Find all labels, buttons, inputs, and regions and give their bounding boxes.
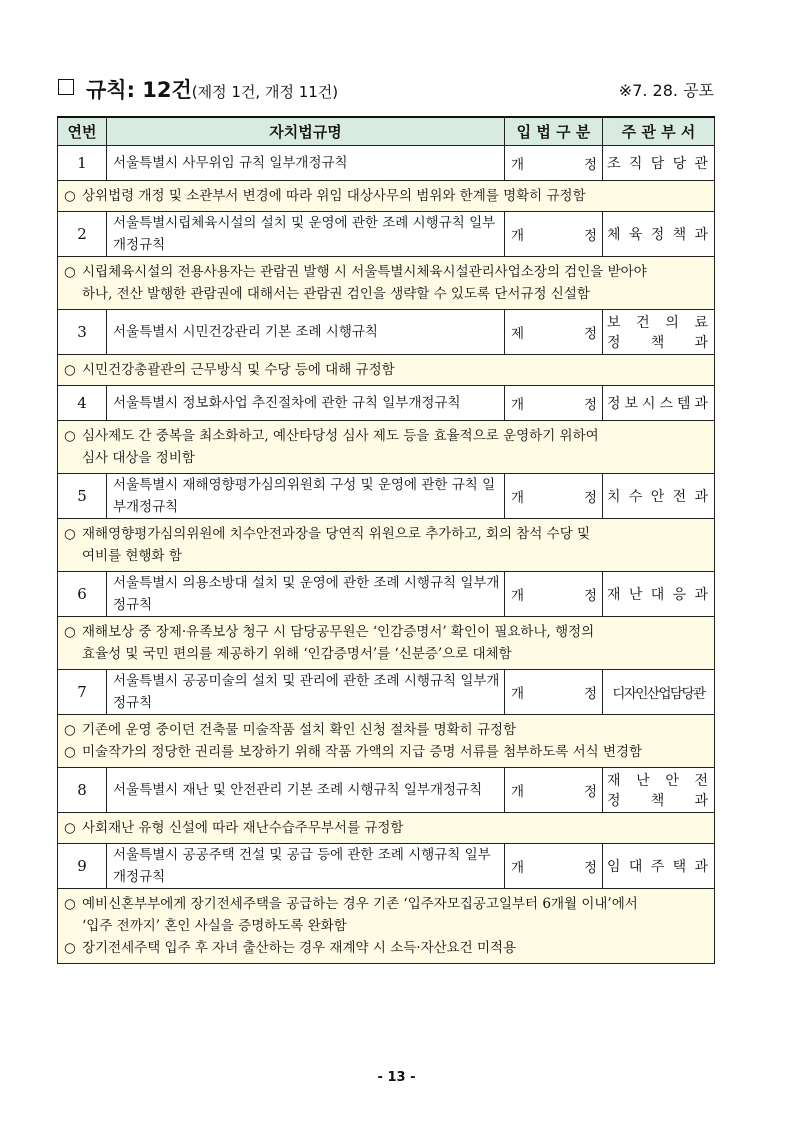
title-sub: (제정 1건, 개정 11건) bbox=[191, 83, 339, 101]
row-number: 8 bbox=[58, 768, 107, 813]
summary-row bbox=[58, 421, 715, 474]
dept-char: 임 bbox=[607, 859, 623, 875]
summary-item bbox=[64, 893, 710, 915]
regulation-name: 서울특별시 공공미술의 설치 및 관리에 관한 조례 시행규칙 일부개정규칙 bbox=[107, 670, 505, 715]
regulation-name: 서울특별시 재해영향평가심의위원회 구성 및 운영에 관한 규칙 일부개정규칙 bbox=[107, 474, 505, 519]
regulation-name: 서울특별시 재난 및 안전관리 기본 조례 시행규칙 일부개정규칙 bbox=[107, 768, 505, 813]
summary-text: 심사제도 간 중복을 최소화하고, 예산타당성 심사 제도 등을 효율적으로 운영하기 위하여 bbox=[82, 428, 599, 444]
type-char: 개 bbox=[511, 686, 525, 702]
type-char: 개 bbox=[511, 157, 525, 173]
type-char: 개 bbox=[511, 784, 525, 800]
type-char: 정 bbox=[583, 860, 597, 876]
dept-char: 치 bbox=[607, 489, 623, 505]
circle-bullet-icon: ○ bbox=[64, 820, 76, 836]
row-number: 5 bbox=[58, 474, 107, 519]
type-char: 정 bbox=[583, 157, 597, 173]
summary-cell bbox=[58, 519, 715, 572]
dept-char: 과 bbox=[694, 859, 710, 875]
dept-char: 대 bbox=[650, 587, 667, 603]
summary-cell bbox=[58, 715, 715, 768]
type-char: 개 bbox=[511, 490, 525, 506]
dept-char: 책 bbox=[672, 227, 689, 243]
dept-line bbox=[607, 312, 710, 332]
dept-char: 보 bbox=[607, 315, 623, 331]
dept-char: 료 bbox=[694, 315, 710, 331]
table-row bbox=[58, 386, 715, 421]
dept-char: 책 bbox=[650, 793, 667, 809]
regulation-name: 서울특별시 공공주택 건설 및 공급 등에 관한 조례 시행규칙 일부개정규칙 bbox=[107, 844, 505, 889]
summary-cell bbox=[58, 813, 715, 844]
regulation-name: 서울특별시 사무위임 규칙 일부개정규칙 bbox=[107, 146, 505, 181]
dept-char: 조 bbox=[607, 156, 623, 172]
summary-row bbox=[58, 519, 715, 572]
dept-line bbox=[607, 856, 710, 876]
circle-bullet-icon: ○ bbox=[64, 940, 76, 956]
summary-text: 장기전세주택 입주 후 자녀 출산하는 경우 재계약 시 소득·자산요건 미적용 bbox=[82, 940, 517, 956]
summary-row bbox=[58, 355, 715, 386]
table-row bbox=[58, 844, 715, 889]
summary-text: 재해보상 중 장제·유족보상 청구 시 담당공무원은 ‘인감증명서’ 확인이 필요하나, 행정의 bbox=[82, 624, 595, 640]
row-number: 2 bbox=[58, 212, 107, 257]
summary-item bbox=[64, 719, 710, 741]
row-number: 9 bbox=[58, 844, 107, 889]
dept-char: 관 bbox=[694, 156, 710, 172]
legislation-type bbox=[505, 572, 603, 617]
circle-bullet-icon: ○ bbox=[64, 896, 76, 912]
summary-text: 기존에 운영 중이던 건축물 미술작품 설치 확인 신청 절차를 명확히 규정함 bbox=[82, 722, 517, 738]
summary-item bbox=[64, 621, 710, 643]
summary-item bbox=[64, 817, 710, 839]
table-row bbox=[58, 212, 715, 257]
row-number: 4 bbox=[58, 386, 107, 421]
regulation-name: 서울특별시 정보화사업 추진절차에 관한 규칙 일부개정규칙 bbox=[107, 386, 505, 421]
dept-char: 과 bbox=[694, 489, 710, 505]
dept-char: 당 bbox=[672, 156, 689, 172]
rules-table bbox=[57, 116, 715, 964]
summary-item bbox=[64, 261, 710, 283]
legislation-type bbox=[505, 474, 603, 519]
summary-text: 여비를 현행화 함 bbox=[82, 548, 182, 564]
dept-char: 스 bbox=[659, 396, 675, 412]
type-char: 정 bbox=[583, 228, 597, 244]
checkbox-square-icon bbox=[58, 79, 74, 95]
summary-text: 미술작가의 정당한 권리를 보장하기 위해 작품 가액의 지급 증명 서류를 첨부하도록 서식 변경함 bbox=[82, 744, 643, 760]
circle-bullet-icon: ○ bbox=[64, 744, 76, 760]
dept-char: 정 bbox=[607, 396, 623, 412]
table-row bbox=[58, 670, 715, 715]
title-text bbox=[86, 74, 338, 104]
department bbox=[603, 768, 715, 813]
row-number: 3 bbox=[58, 310, 107, 355]
table-row bbox=[58, 310, 715, 355]
summary-text: 재해영향평가심의위원에 치수안전과장을 당연직 위원으로 추가하고, 회의 참석 수당 및 bbox=[82, 526, 591, 542]
department bbox=[603, 212, 715, 257]
dept-char: 정 bbox=[607, 335, 623, 351]
summary-cell bbox=[58, 889, 715, 964]
type-char: 정 bbox=[583, 686, 597, 702]
circle-bullet-icon: ○ bbox=[64, 362, 76, 378]
department bbox=[603, 474, 715, 519]
summary-row bbox=[58, 617, 715, 670]
dept-char: 전 bbox=[672, 489, 689, 505]
summary-item bbox=[64, 359, 710, 381]
col-header-name: 자치법규명 bbox=[107, 117, 505, 146]
summary-row bbox=[58, 813, 715, 844]
summary-text: 시민건강총괄관의 근무방식 및 수당 등에 대해 규정함 bbox=[82, 362, 395, 378]
regulation-name: 서울특별시 의용소방대 설치 및 운영에 관한 조례 시행규칙 일부개정규칙 bbox=[107, 572, 505, 617]
dept-char: 난 bbox=[636, 773, 652, 789]
dept-char: 안 bbox=[665, 773, 681, 789]
dept-line bbox=[607, 770, 710, 790]
dept-char: 템 bbox=[676, 396, 693, 412]
summary-text: 상위법령 개정 및 소관부서 변경에 따라 위임 대상사무의 범위와 한계를 명확히 규정함 bbox=[82, 188, 586, 204]
legislation-type bbox=[505, 768, 603, 813]
type-char: 개 bbox=[511, 588, 525, 604]
summary-cell bbox=[58, 355, 715, 386]
department bbox=[603, 386, 715, 421]
table-row bbox=[58, 768, 715, 813]
dept-char: 안 bbox=[650, 489, 667, 505]
col-header-dept: 주 관 부 서 bbox=[603, 117, 715, 146]
dept-line bbox=[607, 584, 710, 604]
summary-cell bbox=[58, 181, 715, 212]
dept-char: 과 bbox=[694, 587, 710, 603]
legislation-type bbox=[505, 310, 603, 355]
promulgation-date: ※7. 28. 공포 bbox=[618, 81, 714, 100]
dept-char: 직 bbox=[628, 156, 645, 172]
summary-text: 하나, 전산 발행한 관람권에 대해서는 관람권 검인을 생략할 수 있도록 단서규정 신설함 bbox=[82, 286, 590, 302]
summary-text: 효율성 및 국민 편의를 제공하기 위해 ‘인감증명서’를 ‘신분증’으로 대체함 bbox=[82, 646, 512, 662]
circle-bullet-icon: ○ bbox=[64, 624, 76, 640]
summary-cell bbox=[58, 617, 715, 670]
dept-char: 과 bbox=[694, 227, 710, 243]
col-header-no: 연번 bbox=[58, 117, 107, 146]
legislation-type bbox=[505, 146, 603, 181]
summary-cell bbox=[58, 421, 715, 474]
dept-char: 과 bbox=[694, 396, 710, 412]
summary-text: ‘입주 전까지’ 혼인 사실을 증명하도록 완화함 bbox=[82, 918, 347, 934]
table-row bbox=[58, 474, 715, 519]
department bbox=[603, 310, 715, 355]
summary-item bbox=[64, 425, 710, 447]
summary-text: 시립체육시설의 전용사용자는 관람권 발행 시 서울특별시체육시설관리사업소장의 검인을 받아야 bbox=[82, 264, 647, 280]
legislation-type bbox=[505, 212, 603, 257]
circle-bullet-icon: ○ bbox=[64, 428, 76, 444]
section-title bbox=[58, 74, 714, 104]
table-header-row bbox=[58, 117, 715, 146]
dept-char: 육 bbox=[628, 227, 645, 243]
summary-text: 예비신혼부부에게 장기전세주택을 공급하는 경우 기존 ‘입주자모집공고일부터 6개월 이내’에서 bbox=[82, 896, 638, 912]
dept-char: 체 bbox=[607, 227, 623, 243]
dept-char: 보 bbox=[624, 396, 641, 412]
col-header-type: 입 법 구 분 bbox=[505, 117, 603, 146]
dept-char: 의 bbox=[665, 315, 681, 331]
summary-row bbox=[58, 257, 715, 310]
department bbox=[603, 844, 715, 889]
dept-line bbox=[607, 790, 710, 810]
dept-char: 담 bbox=[650, 156, 667, 172]
dept-char: 난 bbox=[628, 587, 645, 603]
type-char: 정 bbox=[583, 588, 597, 604]
dept-char: 책 bbox=[650, 335, 667, 351]
dept-char: 정 bbox=[607, 793, 623, 809]
department bbox=[603, 670, 715, 715]
type-char: 정 bbox=[583, 326, 597, 342]
type-char: 개 bbox=[511, 397, 525, 413]
table-row bbox=[58, 146, 715, 181]
circle-bullet-icon: ○ bbox=[64, 722, 76, 738]
page-number: - 13 - bbox=[377, 1070, 416, 1085]
department bbox=[603, 146, 715, 181]
dept-char: 택 bbox=[672, 859, 689, 875]
row-number: 7 bbox=[58, 670, 107, 715]
dept-char: 대 bbox=[628, 859, 645, 875]
type-char: 개 bbox=[511, 228, 525, 244]
dept-line: 디자인산업담당관 bbox=[612, 686, 705, 702]
summary-row bbox=[58, 715, 715, 768]
dept-char: 재 bbox=[607, 773, 623, 789]
legislation-type bbox=[505, 844, 603, 889]
row-number: 1 bbox=[58, 146, 107, 181]
dept-char: 과 bbox=[694, 793, 710, 809]
dept-line bbox=[607, 153, 710, 173]
dept-line bbox=[607, 393, 710, 413]
dept-char: 수 bbox=[628, 489, 645, 505]
title-main: 규칙: 12건 bbox=[86, 78, 192, 102]
summary-text: 사회재난 유형 신설에 따라 재난수습주무부서를 규정함 bbox=[82, 820, 404, 836]
type-char: 제 bbox=[511, 326, 525, 342]
legislation-type bbox=[505, 670, 603, 715]
circle-bullet-icon: ○ bbox=[64, 264, 76, 280]
regulation-name: 서울특별시립체육시설의 설치 및 운영에 관한 조례 시행규칙 일부개정규칙 bbox=[107, 212, 505, 257]
table-row bbox=[58, 572, 715, 617]
department bbox=[603, 572, 715, 617]
circle-bullet-icon: ○ bbox=[64, 188, 76, 204]
dept-char: 건 bbox=[636, 315, 652, 331]
row-number: 6 bbox=[58, 572, 107, 617]
summary-text: 심사 대상을 정비함 bbox=[82, 450, 195, 466]
summary-item bbox=[64, 523, 710, 545]
type-char: 정 bbox=[583, 784, 597, 800]
dept-char: 시 bbox=[641, 396, 658, 412]
type-char: 정 bbox=[583, 490, 597, 506]
summary-row bbox=[58, 889, 715, 964]
regulation-name: 서울특별시 시민건강관리 기본 조례 시행규칙 bbox=[107, 310, 505, 355]
summary-row bbox=[58, 181, 715, 212]
type-char: 정 bbox=[583, 397, 597, 413]
dept-char: 과 bbox=[694, 335, 710, 351]
dept-line bbox=[607, 486, 710, 506]
type-char: 개 bbox=[511, 860, 525, 876]
dept-char: 정 bbox=[650, 227, 667, 243]
summary-item bbox=[64, 937, 710, 959]
dept-char: 응 bbox=[672, 587, 689, 603]
summary-item bbox=[64, 185, 710, 207]
dept-line bbox=[607, 332, 710, 352]
dept-line bbox=[607, 224, 710, 244]
dept-char: 전 bbox=[694, 773, 710, 789]
legislation-type bbox=[505, 386, 603, 421]
dept-char: 주 bbox=[650, 859, 667, 875]
circle-bullet-icon: ○ bbox=[64, 526, 76, 542]
summary-item bbox=[64, 741, 710, 763]
summary-cell bbox=[58, 257, 715, 310]
dept-char: 재 bbox=[607, 587, 623, 603]
